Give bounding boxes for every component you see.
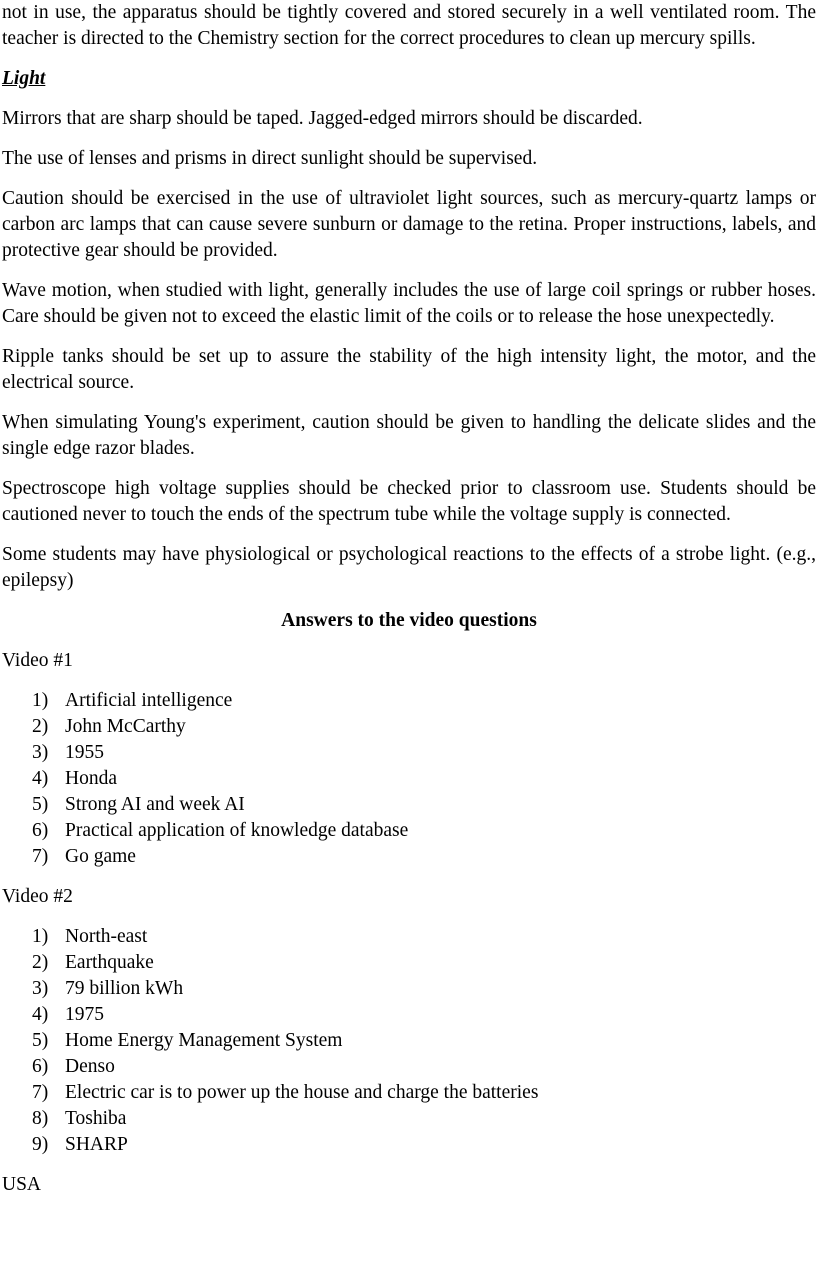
- item-number: 3): [32, 978, 49, 999]
- item-number: 2): [32, 952, 49, 973]
- list-item: [32, 1080, 816, 1106]
- light-paragraph: Spectroscope high voltage supplies should be checked prior to classroom use. Students should be cautioned never to touch the ends of the spectrum tube while the voltage supply is connected.: [2, 478, 816, 525]
- item-number: 5): [32, 794, 49, 815]
- item-number: 1): [32, 926, 49, 947]
- light-paragraph: When simulating Young's experiment, caution should be given to handling the delicate slides and the single edge razor blades.: [2, 412, 816, 459]
- item-number: 2): [32, 716, 49, 737]
- item-number: 4): [32, 768, 49, 789]
- country-label: USA: [2, 1174, 42, 1195]
- list-item: [32, 950, 816, 976]
- item-text: 1975: [65, 1004, 104, 1025]
- list-item: [32, 792, 816, 818]
- item-number: 3): [32, 742, 49, 763]
- list-item: [32, 740, 816, 766]
- item-text: Denso: [65, 1056, 115, 1077]
- list-item: [32, 1002, 816, 1028]
- item-text: Electric car is to power up the house and charge the batteries: [65, 1082, 539, 1103]
- list-item: [32, 1054, 816, 1080]
- item-text: Strong AI and week AI: [65, 794, 245, 815]
- item-number: 1): [32, 690, 49, 711]
- section-heading-light: Light: [2, 68, 46, 89]
- list-item: [32, 688, 816, 714]
- item-text: Home Energy Management System: [65, 1030, 343, 1051]
- item-text: Toshiba: [65, 1108, 127, 1129]
- item-text: North-east: [65, 926, 148, 947]
- list-item: [32, 844, 816, 870]
- list-item: [32, 766, 816, 792]
- item-number: 8): [32, 1108, 49, 1129]
- list-item: [32, 924, 816, 950]
- item-text: John McCarthy: [65, 716, 186, 737]
- item-text: Artificial intelligence: [65, 690, 233, 711]
- video2-label: Video #2: [2, 886, 73, 907]
- item-number: 6): [32, 820, 49, 841]
- item-number: 9): [32, 1134, 49, 1155]
- light-paragraph: Some students may have physiological or psychological reactions to the effects of a strobe light. (e.g., epilepsy): [2, 544, 816, 591]
- item-text: Earthquake: [65, 952, 154, 973]
- video1-label: Video #1: [2, 650, 73, 671]
- item-text: Honda: [65, 768, 117, 789]
- list-item: [32, 1132, 816, 1158]
- video1-answer-list: [2, 688, 816, 870]
- light-paragraph: The use of lenses and prisms in direct sunlight should be supervised.: [2, 148, 538, 169]
- list-item: [32, 1028, 816, 1054]
- item-text: Go game: [65, 846, 136, 867]
- item-number: 4): [32, 1004, 49, 1025]
- item-number: 7): [32, 846, 49, 867]
- video2-answer-list: [2, 924, 816, 1158]
- light-paragraph: Mirrors that are sharp should be taped. Jagged-edged mirrors should be discarded.: [2, 108, 643, 129]
- item-text: Practical application of knowledge database: [65, 820, 409, 841]
- light-paragraph: Wave motion, when studied with light, generally includes the use of large coil springs or rubber hoses. Care should be given not to exceed the elastic limit of the coils or to release the hose unexpectedly.: [2, 280, 816, 327]
- answers-heading: Answers to the video questions: [281, 610, 537, 631]
- light-paragraph: Ripple tanks should be set up to assure the stability of the high intensity light, the motor, and the electrical source.: [2, 346, 816, 393]
- intro-paragraph: not in use, the apparatus should be tightly covered and stored securely in a well ventilated room. The teacher is directed to the Chemistry section for the correct procedures to clean up mercury spills.: [2, 2, 816, 49]
- item-number: 7): [32, 1082, 49, 1103]
- item-text: 1955: [65, 742, 104, 763]
- item-number: 5): [32, 1030, 49, 1051]
- list-item: [32, 976, 816, 1002]
- list-item: [32, 818, 816, 844]
- item-text: 79 billion kWh: [65, 978, 184, 999]
- list-item: [32, 1106, 816, 1132]
- item-text: SHARP: [65, 1134, 128, 1155]
- item-number: 6): [32, 1056, 49, 1077]
- light-paragraph: Caution should be exercised in the use of ultraviolet light sources, such as mercury-quartz lamps or carbon arc lamps that can cause severe sunburn or damage to the retina. Proper instructions, labels, and protective gear should be provided.: [2, 188, 816, 261]
- list-item: [32, 714, 816, 740]
